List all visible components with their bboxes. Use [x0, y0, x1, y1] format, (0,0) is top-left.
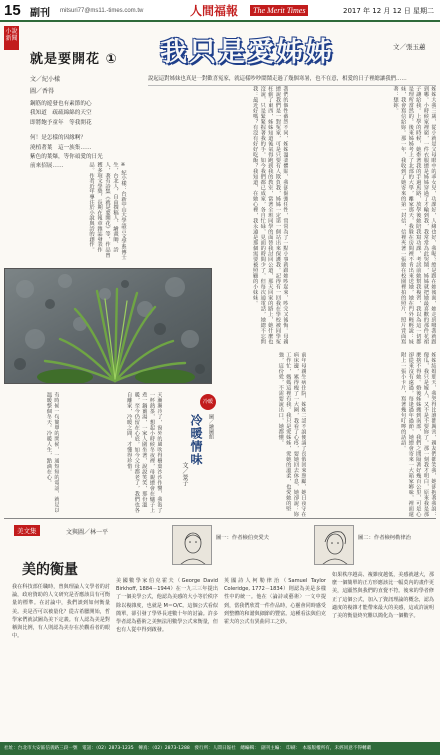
poem-illustrator: 圖／香得 — [30, 88, 55, 95]
article-column: 英國詩人柯勒律治（Samuel Taylor Coleridge, 1772－1834）則認為美是多樣性中的統一。他在〈論詩或藝術〉一文中提到，當我們欣賞一件作品時，心靈會同時感受到整體的和諧與細節的豐富。這種看法與伯克霍夫的公式有異曲同工之妙。 — [224, 578, 326, 626]
article-title: 美的衡量 — [22, 562, 78, 578]
poem-line: 紫色的葉爆，等你頑愛的日光 — [30, 154, 103, 161]
article-title: 我只是愛姊姊 — [160, 37, 334, 68]
column-title: 冷暖情味 — [189, 414, 203, 466]
newspaper-logo: 人間福報 — [190, 4, 239, 18]
article-credit: 文與圖／林一平 — [66, 529, 109, 536]
cold-warmth-header — [178, 392, 218, 512]
poem-line: 鋼筋的遊發也有素節的心 — [30, 101, 92, 107]
poem-line: 何！是怎樣的因緣啊？ — [30, 135, 86, 142]
page-header — [0, 0, 440, 22]
article-byline: 文／張玉蕙 — [393, 43, 426, 51]
article-column: 如果秩序越高、複雜度越低，美感就越大，那麼一個簡單的正方形應該比一幅莫內的畫作更美，這顯然與我們的直覺不符。後來的學者修正了這個公式，加入了資訊理論的概念，認為適度的複雜才能帶來最大的美感，這或許說明了美的衡量終究難以簡化為一個數字。 — [332, 572, 434, 620]
article-column: 前年母親生病住院，姊姊二話不說便請了長假回來照顧，她日夜守在病床邊，累得瘦了一大圈，我看了心疼，要她回去休息，她卻說：妳工作忙，媽媽這裡有我。我只是愛姊姊，愛她的溫柔，也愛她的堅強，這份愛，不需要說出口，她都懂。 — [277, 352, 306, 517]
column-illustrator: 圖／繪圖館 — [208, 414, 214, 439]
article-lead: 說起這對姊妹也真是一對歡喜冤家，就這樣吵吵鬧鬧走過了幾個寒暑，也不在意，相愛的日子裡總讓我們…… — [148, 74, 436, 86]
issue-date: 2017 年 12 月 12 日 星期二 — [343, 7, 434, 15]
poem-line: 我知道 疏疏綿綿的天空 — [30, 110, 92, 117]
portrait-caption: 圖二：作者檢柯勒律治 — [358, 535, 411, 541]
portrait-birkhoff — [172, 525, 212, 565]
article-tag: 美文集 — [14, 525, 40, 536]
portrait-caption: 圖一：作者檢伯奕愛夫 — [216, 535, 269, 541]
page-number: 15 — [4, 2, 21, 19]
section-tag: 小說 新聞 — [4, 26, 19, 50]
column-text: 有時候一句簡單的問候，一通短短的電話，就足以溫暖整個冬天。冷暖人生，點滴在心。 — [45, 392, 59, 513]
article-column: 我們的個性截然不同，姊姊溫柔體貼，我卻倔強任性，常常為了一點小事就跟她吵起來，吵完又後悔。母親總說我們是一對冤家，可是只要有人欺負我，姊姊一定第一個站出來保護我。記得有一回我在學校被同學冤枉偷了東西，姊姊知道後氣得跑到我的教室，當著全班同學的面替我討回公道，那天回家的路上，她什麼也沒說，只是緊緊握著我的手。如今我們都已成家，各自忙碌，見面的時間少了，但每次通電話，她總不忘問我：最近好嗎？有沒有好好吃飯？我知道，在她心裡，我永遠是那個需要被照顧的小妹妹。 — [251, 86, 288, 345]
article-column: 姊姊結婚那天，我哭得比誰都厲害，親友們都笑我，她卻抱著我說：傻瓜，我只是嫁人，又不是不要妳了。那一刻我才明白，原來我是那麼捨不得她。婚後姊姊搬到南部，我們之間隔著好幾百公里，可是心卻從來沒有遠過。每逢過年過節，她總會寄來一大箱家鄉味，裡面還附上一張小卡片，寫著幾句叮嚀的話語。 — [399, 352, 436, 517]
poem-line: 澆植著葉 這一族集…… — [30, 144, 92, 151]
portrait-coleridge — [314, 525, 354, 565]
column-text: 天漸漸冷了，窗外的風吹得樹葉沙沙作響，我泡了一杯熱茶，想起小時候冬夜裡，母親總會在爐子上煮一鍋薑湯，一家人圍坐著，說說笑笑，那份溫暖，至今仍留在心底。如今父母都老了，我們也各自離家，冷暖之間，才懂得珍惜。 — [125, 392, 162, 513]
newspaper-logo-en: The Merit Times — [250, 5, 308, 16]
section-name: 副刊 — [30, 8, 50, 19]
plant-painting — [4, 268, 212, 384]
page-footer: 社址：台北市大安區信義路三段一號 電話：（02）2873-1235 傳真：（02）2873-1288 發行所：人間日報社 總編輯： 副刊主編： 印刷： 本報版權所有，未經同意不得轉載 — [0, 742, 440, 755]
article-column: 美國數學家伯克霍夫（George David Birkhoff, 1884－1944）在一九三三年提出了一個美學公式，他認為美感的大小等於秩序除以複雜度，也就是 M＝O/C。這個公式看似簡單，卻引發了學界長達數十年的討論。許多學者認為藝術之美無法用數學公式來衡量，但也有人從中得到啟發。 — [116, 578, 218, 634]
column-badge: 冷暖 — [200, 394, 216, 410]
poem-title: 就是要開花 ① — [30, 52, 118, 67]
article-column: 我在科技部任職時，曾與理論人文學者的討論，政府資助的人文研究是否應該具有可衡量的標準。在討論中，我們談到如何衡量美。美是否可以被量化？從古希臘開始，哲學家們就試圖為美下定義。有人認為美是對稱與比例，有人則認為美存在於觀看者的眼中。 — [12, 584, 110, 640]
website-link[interactable]: mitsuri77@ms11.-times.com.tw — [60, 8, 144, 14]
poem-author: 文／紀小樣 — [30, 76, 61, 83]
article-column: 姊姊大我三歲，從小就是父母眼中的乖女兒，功課好，人緣也好，我呢？總是跟在她後面，她走到哪我就跟到哪。小時候家裡窮，一件衣服總是姊姊穿過了才輪到我，我常常為此哭鬧，姊姊就把她最喜歡的那件花裙子讓給我。上學的時候，她牽著我的手過馬路，放學後她陪我寫功課，考試前她幫我複習，我以為這一切都是理所當然的。後來姊姊考上了北部的大學，離家那天，我躲在房間裡不肯出來送她，她在門外輕輕說：妹妹，我會寫信給妳。那一年，我收到了她寄來的第一封信，信裡夾著一張她在校園裡拍的照片，照片背面寫著：想妳。 — [392, 86, 436, 345]
author-note: ※ 紀小樣：台新中山大學語言文學系博士生，台北人，自由撰稿人、繪畫師、詩人，著有詩集《就是要開花》等，作品曾獲多項文學獎，長期在報章雜誌發表作品。作者近年專注於小說與詩的創作。 — [88, 162, 126, 260]
column-author: 文／景子 — [181, 462, 188, 486]
beauty-article — [4, 518, 436, 740]
poem-line: 即將飽予童年 等我開花 — [30, 119, 92, 126]
poem-line: 前來招展…… — [30, 163, 64, 170]
